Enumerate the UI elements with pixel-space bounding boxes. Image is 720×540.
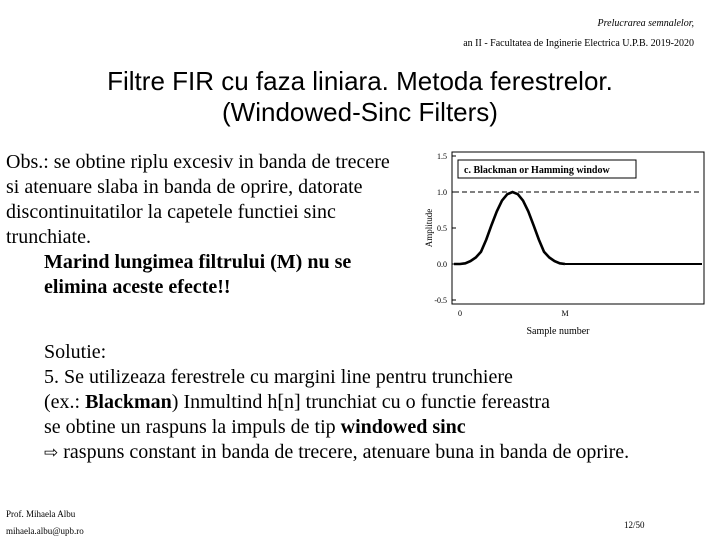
chart-title: c. Blackman or Hamming window <box>464 165 610 176</box>
ex-rest: ) Inmultind h[n] trunchiat cu o functie fereastra <box>171 391 550 413</box>
y-tick-label: 0.5 <box>437 224 447 233</box>
line3-bold: windowed sinc <box>340 416 466 438</box>
solution-block <box>44 340 684 466</box>
solution-line-1 <box>44 365 684 390</box>
x-tick-label: M <box>561 309 569 318</box>
solution-heading: Solutie: <box>44 341 107 363</box>
y-tick-label: 0.0 <box>437 260 447 269</box>
ex-bold: Blackman <box>85 391 172 413</box>
arrow-icon: ⇨ <box>44 443 59 463</box>
y-tick-label: 1.0 <box>437 188 447 197</box>
x-ticks <box>458 309 569 318</box>
item-text: Se utilizeaza ferestrele cu margini line pentru trunchiere <box>59 366 513 388</box>
page-number: 12/50 <box>624 520 645 530</box>
line3-pre: se obtine un raspuns la impuls de tip <box>44 416 341 438</box>
line4-text: raspuns constant in banda de trecere, atenuare buna in banda de oprire. <box>58 441 630 463</box>
y-axis-label: Amplitude <box>424 208 434 248</box>
slide-subtitle: (Windowed-Sinc Filters) <box>222 97 498 127</box>
footer-author: Prof. Mihaela Albu <box>6 509 76 519</box>
footer-email: mihaela.albu@upb.ro <box>6 526 84 536</box>
obs-bold-note: Marind lungimea filtrului (M) nu se elimina aceste efecte!! <box>44 251 352 298</box>
x-tick-label: 0 <box>458 309 462 318</box>
solution-line-2 <box>44 390 684 415</box>
faculty-line: an II - Facultatea de Inginerie Electrica U.P.B. 2019-2020 <box>463 38 694 49</box>
y-tick-label: -0.5 <box>434 296 447 305</box>
observation-block <box>6 150 406 300</box>
x-axis-label: Sample number <box>526 326 590 337</box>
slide-title: Filtre FIR cu faza liniara. Metoda ferestrelor. <box>107 66 613 96</box>
course-title: Prelucrarea semnalelor, <box>597 18 694 29</box>
window-chart-svg <box>420 148 710 338</box>
y-tick-label: 1.5 <box>437 152 447 161</box>
window-chart <box>420 148 710 338</box>
ex-open: (ex.: <box>44 391 86 413</box>
solution-line-4 <box>44 440 684 466</box>
obs-label: Obs.: <box>6 151 49 173</box>
item-number: 5. <box>44 366 59 388</box>
solution-line-3 <box>44 415 684 440</box>
obs-text: se obtine riplu excesiv in banda de trecere si atenuare slaba in banda de oprire, datorate discontinuitatilor la capetele functiei sinc trunchiate. <box>6 151 390 248</box>
